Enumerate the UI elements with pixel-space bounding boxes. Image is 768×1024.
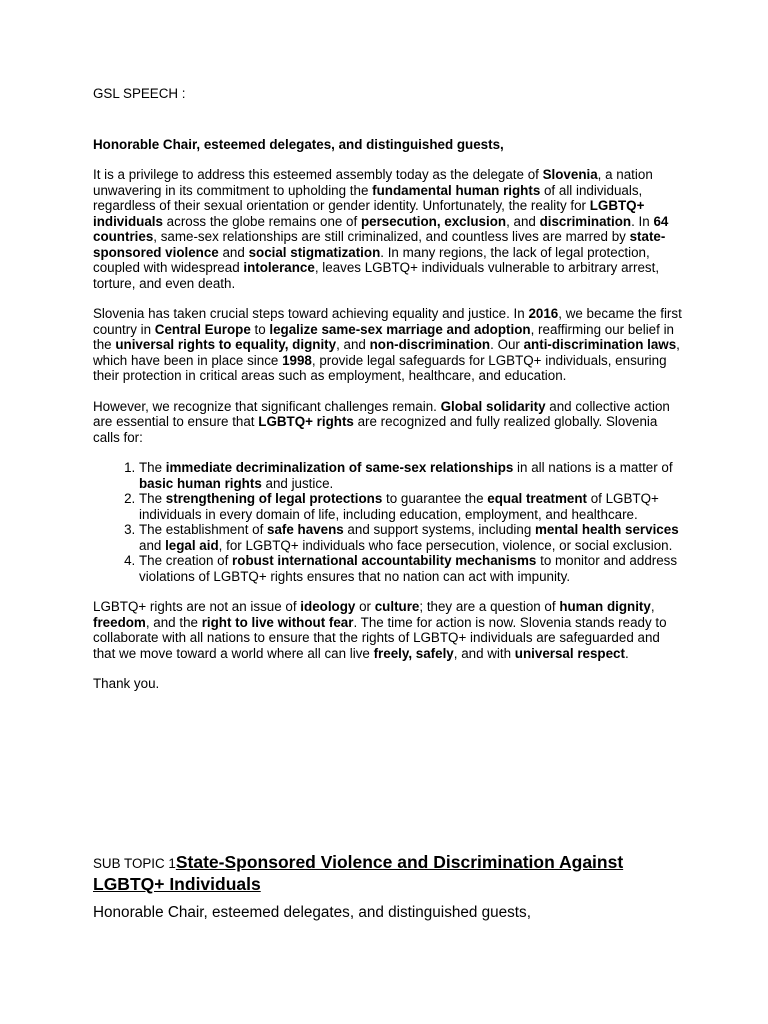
bold-text: discrimination xyxy=(539,213,632,229)
text-run: It is a privilege to address this esteemed assembly today as the delegate of xyxy=(93,167,543,182)
text-run: , leaves LGBTQ+ individuals vulnerable to arbitrary arrest, torture, and even death. xyxy=(93,260,660,291)
text-run: and xyxy=(218,244,249,260)
bold-text: intolerance xyxy=(243,260,315,275)
demands-list xyxy=(93,460,683,584)
text-run: , which have been in place since xyxy=(93,337,680,368)
bold-text: mental health services xyxy=(535,522,679,537)
text-run: to monitor and address violations of LGBTQ+ rights ensures that no nation can act with impunity. xyxy=(139,553,678,584)
bold-text: state-sponsored violence xyxy=(93,229,666,260)
bold-text: LGBTQ+ individuals xyxy=(93,198,645,229)
text-run: , xyxy=(650,599,655,614)
bold-text: human dignity xyxy=(559,599,651,614)
text-run: , same-sex relationships are still criminalized, and countless lives are marred by xyxy=(153,229,630,244)
subtopic-heading xyxy=(93,852,693,896)
text-run: , we became the first country in xyxy=(93,306,682,337)
bold-text: 1998 xyxy=(282,352,312,368)
text-run: in all nations is a matter of xyxy=(513,460,673,475)
bold-text: anti-discrimination laws xyxy=(523,337,677,352)
paragraph-3 xyxy=(93,399,683,446)
greeting-2: Honorable Chair, esteemed delegates, and distinguished guests, xyxy=(93,904,531,921)
text-run: or xyxy=(355,599,375,614)
text-run: of LGBTQ+ individuals in every domain of life, including education, employment, and healthcare. xyxy=(139,491,659,522)
text-run: and collective action are essential to ensure that xyxy=(93,398,670,429)
bold-text: 2016 xyxy=(528,306,559,321)
text-run: The creation of xyxy=(139,553,233,568)
text-run: , a nation unwavering in its commitment to upholding the xyxy=(93,167,653,198)
list-item xyxy=(139,460,683,491)
paragraph-2 xyxy=(93,306,683,384)
text-run: , and with xyxy=(453,645,515,661)
bold-text: legal aid xyxy=(165,537,219,553)
bold-text: social stigmatization xyxy=(248,244,381,260)
bold-text: culture xyxy=(374,599,420,614)
document-heading: GSL SPEECH : xyxy=(93,86,186,101)
text-run: . Our xyxy=(490,337,524,352)
text-run: , and xyxy=(336,337,370,352)
text-run: Slovenia has taken crucial steps toward achieving equality and justice. In xyxy=(93,306,529,321)
bold-text: freely, safely xyxy=(373,645,454,661)
text-run: The xyxy=(139,460,166,475)
text-run: and xyxy=(139,537,166,553)
text-run: across the globe remains one of xyxy=(162,213,361,229)
bold-text: LGBTQ+ rights xyxy=(258,414,354,429)
bold-text: strengthening of legal protections xyxy=(165,491,383,506)
bold-text: universal respect xyxy=(514,645,625,661)
text-run: , for LGBTQ+ individuals who face persecution, violence, or social exclusion. xyxy=(218,537,673,553)
list-item xyxy=(139,553,683,584)
text-run: , reaffirming our belief in the xyxy=(93,321,674,352)
bold-text: 64 countries xyxy=(93,213,669,244)
text-run: LGBTQ+ rights are not an issue of xyxy=(93,599,301,614)
text-run: are recognized and fully realized globally. Slovenia calls for: xyxy=(93,414,658,445)
bold-text: equal treatment xyxy=(487,491,587,506)
text-run: , provide legal safeguards for LGBTQ+ individuals, ensuring their protection in critical areas such as employment, healthcare, and education. xyxy=(93,352,667,383)
text-run: The xyxy=(139,491,166,506)
list-item xyxy=(139,522,683,553)
speech-body xyxy=(93,86,683,692)
bold-text: non-discrimination xyxy=(369,337,491,352)
greeting: Honorable Chair, esteemed delegates, and distinguished guests, xyxy=(93,136,504,152)
bold-text: fundamental human rights xyxy=(372,182,541,198)
text-run: and justice. xyxy=(261,475,334,491)
bold-text: robust international accountability mechanisms xyxy=(232,553,537,568)
bold-text: ideology xyxy=(300,599,356,614)
text-run: The establishment of xyxy=(139,522,268,537)
bold-text: safe havens xyxy=(267,522,344,537)
paragraph-1 xyxy=(93,167,683,291)
bold-text: persecution, exclusion xyxy=(360,213,507,229)
subtopic-prefix: SUB TOPIC 1 xyxy=(93,856,176,871)
text-run: . xyxy=(624,645,629,661)
paragraph-4 xyxy=(93,599,683,661)
text-run: , and xyxy=(506,213,540,229)
text-run: ; they are a question of xyxy=(419,599,560,614)
text-run: . In many regions, the lack of legal protection, coupled with widespread xyxy=(93,244,650,275)
text-run: . The time for action is now. Slovenia stands ready to collaborate with all nations to ensure that the rights of LGBTQ+ individuals are safeguarded and that we move toward a world where all can live xyxy=(93,614,667,661)
list-item xyxy=(139,491,683,522)
text-run: of all individuals, regardless of their sexual orientation or gender identity. Unfortunately, the reality for xyxy=(93,182,643,213)
bold-text: Global solidarity xyxy=(440,398,546,414)
text-run: However, we recognize that significant challenges remain. xyxy=(93,398,441,414)
bold-text: freedom xyxy=(93,614,146,630)
text-run: . In xyxy=(631,213,654,229)
text-run: to xyxy=(250,321,270,337)
bold-text: legalize same-sex marriage and adoption xyxy=(269,321,531,337)
subtopic-title: State-Sponsored Violence and Discrimination Against LGBTQ+ Individuals xyxy=(93,852,624,894)
bold-text: Central Europe xyxy=(154,321,251,337)
closing-thanks: Thank you. xyxy=(93,676,160,691)
bold-text: basic human rights xyxy=(139,475,262,491)
text-run: and support systems, including xyxy=(343,522,535,537)
bold-text: right to live without fear xyxy=(201,614,354,630)
bold-text: immediate decriminalization of same-sex relationships xyxy=(165,460,514,475)
text-run: to guarantee the xyxy=(382,491,488,506)
bold-text: Slovenia xyxy=(542,167,598,182)
bold-text: universal rights to equality, dignity xyxy=(115,337,337,352)
text-run: , and the xyxy=(145,614,202,630)
